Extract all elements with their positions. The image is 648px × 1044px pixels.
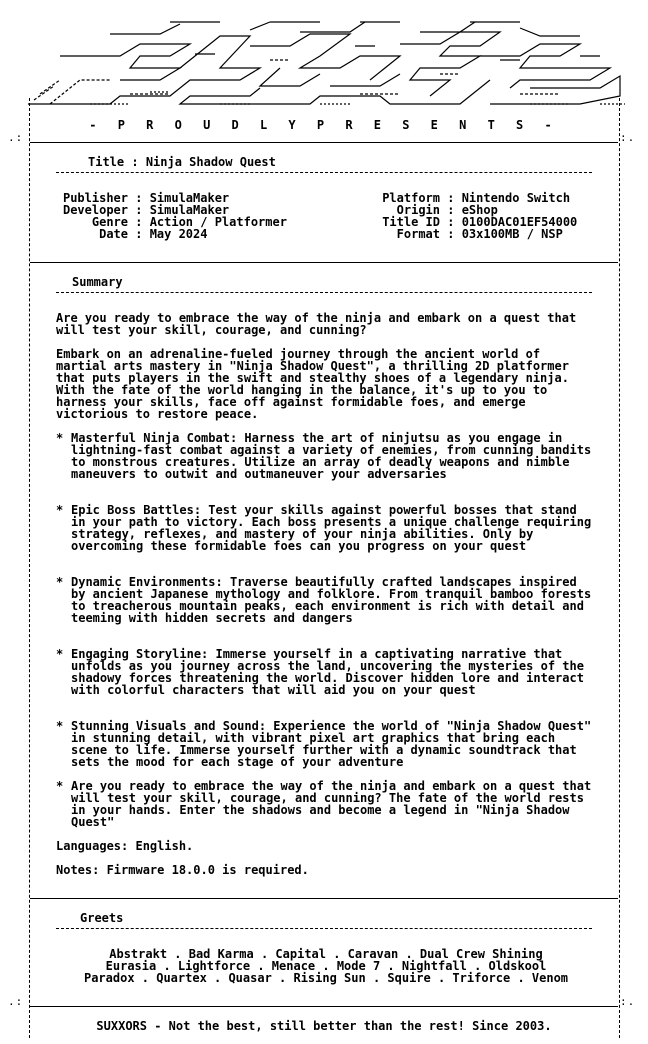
- greets-line: Paradox . Quartex . Quasar . Rising Sun . Squire . Triforce . Venom: [83, 971, 569, 985]
- info-value: Action / Platformer: [149, 215, 287, 229]
- greets-line: Abstrakt . Bad Karma . Capital . Caravan . Dual Crew Shining: [109, 947, 543, 961]
- bullet-star: *: [56, 431, 64, 445]
- info-value: SimulaMaker: [149, 203, 230, 217]
- frame-right-tick: :.: [620, 131, 636, 144]
- title-row: Title : Ninja Shadow Quest: [88, 155, 276, 169]
- info-key: Genre: [91, 215, 128, 229]
- greets-heading: Greets: [80, 911, 124, 925]
- footer-tagline: SUXXORS - Not the best, still better than the rest! Since 2003.: [96, 1019, 552, 1033]
- section-divider: [30, 1006, 618, 1007]
- info-left-row: Genre : Action / Platformer: [56, 216, 287, 228]
- logo-art: [20, 16, 628, 108]
- section-divider: [30, 898, 618, 899]
- section-divider: [30, 262, 618, 263]
- frame-left-tick-bottom: .:: [8, 995, 24, 1008]
- feature-bullet: [56, 432, 596, 480]
- bullet-star: *: [56, 779, 64, 793]
- info-key: Developer: [62, 203, 128, 217]
- bullet-star: *: [56, 719, 64, 733]
- info-value: 0100DAC01EF54000: [461, 215, 578, 229]
- info-value: eShop: [461, 203, 498, 217]
- dashed-divider: [56, 172, 592, 173]
- languages-line: Languages: English.: [56, 839, 194, 853]
- bullet-star: *: [56, 575, 64, 589]
- dashed-divider: [56, 928, 592, 929]
- frame-right-tick-bottom: :.: [620, 995, 636, 1008]
- group-logo: [20, 16, 628, 108]
- info-right-row: Origin : eShop: [368, 204, 498, 216]
- feature-text: Epic Boss Battles: Test your skills against powerful bosses that stand in your path to victory. Each boss presents a unique challenge requiring strategy, reflexes, and mastery of your ninja abilities. Only by overcoming these formidable foes can you progress on your quest: [71, 503, 592, 553]
- bullet-star: *: [56, 503, 64, 517]
- feature-text: Engaging Storyline: Immerse yourself in a captivating narrative that unfolds as you journey across the land, uncovering the mysteries of the shadowy forces threatening the world. Discover hidden lore and interact with colorful characters that will aid you on your quest: [71, 647, 584, 697]
- feature-text: Masterful Ninja Combat: Harness the art of ninjutsu as you engage in lightning-fast combat against a variety of enemies, from cunning bandits to monstrous creatures. Utilize an array of deadly weapons and nimble maneuvers to outwit and outmaneuver your adversaries: [71, 431, 592, 481]
- info-value: May 2024: [149, 227, 208, 241]
- info-key: Title ID: [382, 215, 440, 229]
- feature-bullet: [56, 780, 596, 828]
- feature-bullet: [56, 648, 596, 696]
- summary-body: Embark on an adrenaline-fueled journey through the ancient world of martial arts mastery in "Ninja Shadow Quest", a thrilling 2D platformer that puts players in the swift and stealthy shoes of a legendary ninja. With the fate of the world hanging in the balance, it's up to you to harness your skills, face off against formidable foes, and emerge victorious to restore peace.: [56, 347, 569, 421]
- notes-line: Notes: Firmware 18.0.0 is required.: [56, 863, 309, 877]
- info-value: 03x100MB / NSP: [461, 227, 563, 241]
- info-value: Nintendo Switch: [461, 191, 571, 205]
- feature-text: Stunning Visuals and Sound: Experience the world of "Ninja Shadow Quest" in stunning detail, with vibrant pixel art graphics that bring each scene to life. Immerse yourself further with a dynamic soundtrack that sets the mood for each stage of your adventure: [71, 719, 592, 769]
- info-left-row: Developer : SimulaMaker: [56, 204, 229, 216]
- feature-bullet: [56, 576, 596, 624]
- feature-bullet: [56, 504, 596, 552]
- info-key: Publisher: [62, 191, 128, 205]
- info-left-row: Publisher : SimulaMaker: [56, 192, 229, 204]
- presents-line: - P R O U D L Y P R E S E N T S -: [89, 118, 559, 132]
- summary-heading: Summary: [72, 275, 123, 289]
- title-value: Ninja Shadow Quest: [145, 155, 276, 169]
- info-value: SimulaMaker: [149, 191, 230, 205]
- feature-text: Dynamic Environments: Traverse beautifully crafted landscapes inspired by ancient Japanese mythology and folklore. From tranquil bamboo forests to treacherous mountain peaks, each environment is rich with detail and teeming with hidden secrets and dangers: [71, 575, 592, 625]
- greets-line: Eurasia . Lightforce . Menace . Mode 7 . Nightfall . Oldskool: [105, 959, 547, 973]
- section-divider: [30, 142, 618, 143]
- bullet-star: *: [56, 647, 64, 661]
- feature-text: Are you ready to embrace the way of the ninja and embark on a quest that will test your skill, courage, and cunning? The fate of the world rests in your hands. Enter the shadows and become a legend in "Ninja Shadow Quest": [71, 779, 592, 829]
- title-key: Title: [88, 155, 125, 169]
- info-key: Platform: [382, 191, 440, 205]
- info-right-row: Format : 03x100MB / NSP: [368, 228, 563, 240]
- info-right-row: Platform : Nintendo Switch: [368, 192, 570, 204]
- feature-bullet: [56, 720, 596, 768]
- info-key: Date: [99, 227, 128, 241]
- frame-left-border: [29, 98, 30, 1038]
- dashed-divider: [56, 292, 592, 293]
- info-left-row: Date : May 2024: [56, 228, 207, 240]
- info-key: Format: [396, 227, 440, 241]
- summary-intro: Are you ready to embrace the way of the ninja and embark on a quest that will test your skill, courage, and cunning?: [56, 311, 577, 337]
- frame-left-tick: .:: [8, 131, 24, 144]
- info-key: Origin: [396, 203, 440, 217]
- frame-right-border: [619, 98, 620, 1038]
- info-right-row: Title ID : 0100DAC01EF54000: [368, 216, 577, 228]
